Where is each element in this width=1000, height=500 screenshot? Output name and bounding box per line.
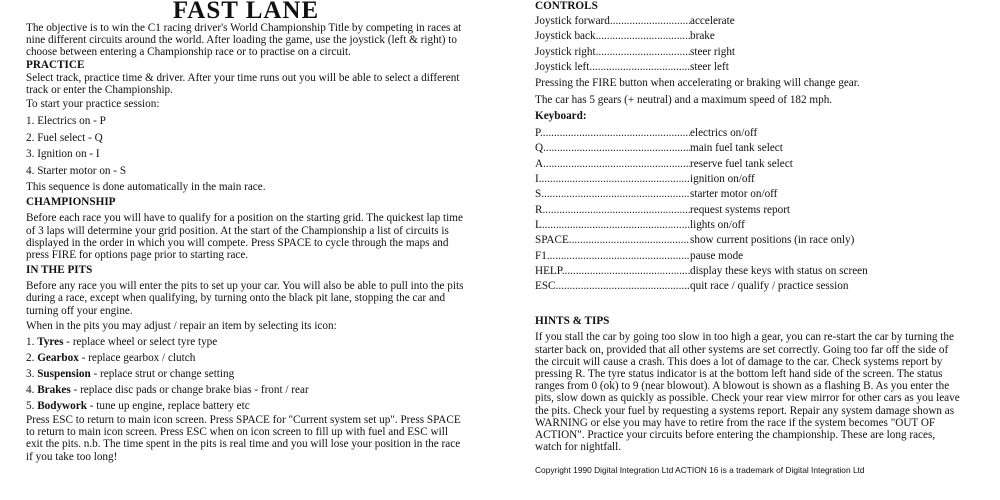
intro-text: The objective is to win the C1 racing driver's World Championship Title by competing in races at nine different circuits around the world. After loading the game, use the joystick (left & right) to choose between entering a Championship race or to practise on a circuit. [26,22,462,59]
key-row: P ..... electrics on/off [535,126,960,141]
key-row: A ..... reserve fuel tank select [535,157,960,172]
key-row: R ..... request systems report [535,203,960,218]
practice-step: 4. Starter motor on - S [26,164,127,177]
left-column [26,0,466,463]
key-row: I ..... ignition on/off [535,172,960,187]
pits-text-2: When in the pits you may adjust / repair an item by selecting its icon: [26,319,337,332]
pit-item: 4. Brakes - replace disc pads or change brake bias - front / rear [26,384,309,397]
pit-item: 1. Tyres - replace wheel or select tyre type [26,336,218,349]
page-title: FAST LANE [172,0,320,24]
key-row: HELP ..... display these keys with status on screen [535,264,960,279]
gears-note: The car has 5 gears (+ neutral) and a maximum speed of 182 mph. [535,94,833,107]
joystick-row: Joystick left ..... steer left [535,60,960,75]
pit-item: 3. Suspension - replace strut or change setting [26,368,235,381]
key-row: F1 ..... pause mode [535,249,960,264]
key-row: S ..... starter motor on/off [535,187,960,202]
joystick-row: Joystick back ..... brake [535,29,960,44]
hints-heading: HINTS & TIPS [535,315,610,328]
pits-heading: IN THE PITS [26,264,93,277]
hints-text: If you stall the car by going too slow in too high a gear, you can re-start the car by turning the starter back on, provided that all other systems are set correctly. Going too far off the side of the circuit will cause a crash. This does a lot of damage to the car. Check systems report by pressing R. The tyre status indicator is at the bottom left hand side of the screen. The status ranges from 0 (ok) to 9 (near blowout). A blowout is shown as a flashing B. As you enter the pits, slow down as quickly as possible. Check your rear view mirror for other cars as you leave the pits. Check your fuel by requesting a systems report. Repair any system damage shown as WARNING or else you may have to retire from the race if the system becomes "OUT OF ACTION". Practice your circuits before entering the championship. These are long races, watch for nightfall. [535,331,960,454]
joystick-row: Joystick right ..... steer right [535,45,960,60]
controls-heading: CONTROLS [535,0,598,12]
practice-text-1: Select track, practice time & driver. After your time runs out you will be able to select a different track or enter the Championship. [26,71,460,96]
right-column [535,0,960,475]
pits-text-3: Press ESC to return to main icon screen. Press SPACE for "Current system set up". Press SPACE to return to main icon screen. Press ESC when on icon screen to fill up with fuel and ESC will exit the pits. n.b. The time spent in the pits is real time and you will lose your position in the race if you take too long! [26,414,461,463]
practice-step: 3. Ignition on - I [26,148,100,161]
championship-heading: CHAMPIONSHIP [26,196,116,209]
championship-text: Before each race you will have to qualify for a position on the starting grid. The quickest lap time of 3 laps will determine your grid position. At the start of the Championship a list of circuits is displayed in the order in which you will compete. Press SPACE to cycle through the maps and press FIRE for options page prior to starting race. [26,212,463,262]
key-row: Q ..... main fuel tank select [535,141,960,156]
pit-item: 2. Gearbox - replace gearbox / clutch [26,352,196,365]
copyright-notice: Copyright 1990 Digital Integration Ltd ACTION 16 is a trademark of Digital Integration Ltd [535,465,865,476]
practice-step: 2. Fuel select - Q [26,131,103,144]
joystick-row: Joystick forward ..... accelerate [535,14,960,29]
practice-heading: PRACTICE [26,58,85,71]
key-row: ESC ..... quit race / qualify / practice session [535,279,960,294]
fire-note: Pressing the FIRE button when accelerating or braking will change gear. [535,77,860,90]
pits-text-1: Before any race you will enter the pits to set up your car. You will also be able to pull into the pits during a race, except when qualifying, by turning onto the black pit lane, stopping the car and turning off your engine. [26,280,464,317]
practice-text-2: To start your practice session: [26,98,160,111]
keyboard-heading: Keyboard: [535,110,587,123]
practice-step: 1. Electrics on - P [26,115,106,128]
pit-item: 5. Bodywork - tune up engine, replace battery etc [26,400,250,413]
key-row: SPACE ..... show current positions (in race only) [535,233,960,248]
key-row: L ..... lights on/off [535,218,960,233]
practice-text-3: This sequence is done automatically in the main race. [26,181,266,194]
